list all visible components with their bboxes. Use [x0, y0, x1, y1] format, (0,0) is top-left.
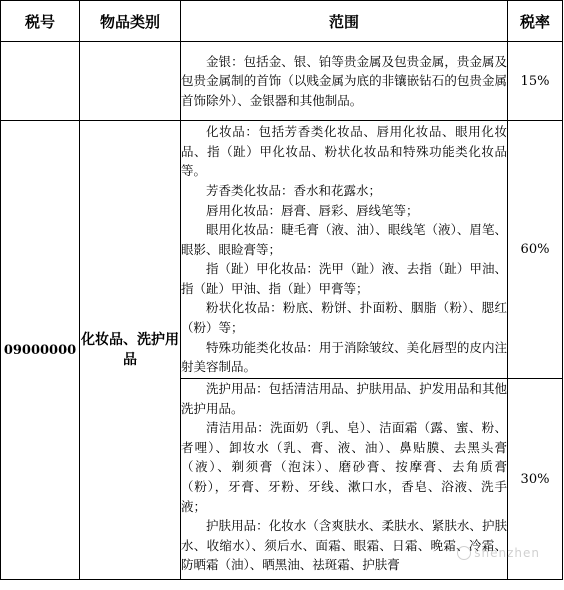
range-paragraph: 唇用化妆品：唇膏、唇彩、唇线笔等； — [206, 202, 419, 218]
tax-no-cell-empty — [1, 42, 80, 121]
range-paragraph: 芳香类化妆品：香水和花露水； — [206, 182, 382, 198]
range-paragraph: 特殊功能类化妆品：用于消除皱纹、美化唇型的皮内注射美容制品。 — [181, 339, 507, 375]
watermark — [457, 546, 540, 561]
table-header-row — [1, 1, 563, 42]
range-paragraph: 清洁用品：洗面奶（乳、皂）、洁面霜（露、蜜、粉、者哩）、卸妆水（乳、膏、液、油）、鼻贴膜、去黑头膏（液）、剃须膏（泡沫）、磨砂膏、按摩膏、去角质膏（粉），牙膏、牙粉、牙线、漱口水，香皂、浴液、洗手液； — [181, 420, 507, 514]
range-cell — [181, 42, 508, 121]
rate-cell: 30% — [508, 379, 563, 580]
rate-cell: 60% — [508, 121, 563, 379]
watermark-logo-icon — [457, 546, 471, 560]
tax-no-cell: 09000000 — [1, 121, 80, 580]
range-paragraph: 金银：包括金、银、铂等贵金属及包贵金属，贵金属及包贵金属制的首饰（以贱金属为底的非镶嵌钻石的包贵金属首饰除外）、金银器和其他制品。 — [181, 53, 507, 108]
header-rate: 税率 — [508, 1, 563, 42]
range-paragraph: 粉状化妆品：粉底、粉饼、扑面粉、胭脂（粉）、腮红（粉）等； — [181, 300, 507, 336]
range-paragraph: 护肤用品：化妆水（含爽肤水、柔肤水、紧肤水、护肤水、收缩水）、须后水、面霜、眼霜、日霜、晚霜、冷霜、防晒霜（油）、晒黑油、祛斑霜、护肤膏 — [181, 518, 507, 573]
header-category: 物品类别 — [80, 1, 181, 42]
category-cell-empty — [80, 42, 181, 121]
range-paragraph: 眼用化妆品：睫毛膏（液、油）、眼线笔（液）、眉笔、眼影、眼睑膏等； — [181, 222, 507, 257]
range-paragraph: 化妆品：包括芳香类化妆品、唇用化妆品、眼用化妆品、指（趾）甲化妆品、粉状化妆品和特殊功能类化妆品等。 — [181, 124, 507, 179]
header-range: 范围 — [181, 1, 508, 42]
table-row — [1, 121, 563, 379]
range-paragraph: 洗护用品：包括清洁用品、护肤用品、护发用品和其他洗护用品。 — [181, 381, 507, 416]
watermark-text: shenzhen — [474, 545, 540, 560]
table-row — [1, 42, 563, 121]
category-cell: 化妆品、洗护用品 — [80, 121, 181, 580]
range-paragraph: 指（趾）甲化妆品：洗甲（趾）液、去指（趾）甲油、指（趾）甲油、指（趾）甲膏等； — [181, 261, 507, 296]
range-cell — [181, 121, 508, 379]
rate-cell: 15% — [508, 42, 563, 121]
header-tax-no: 税号 — [1, 1, 80, 42]
